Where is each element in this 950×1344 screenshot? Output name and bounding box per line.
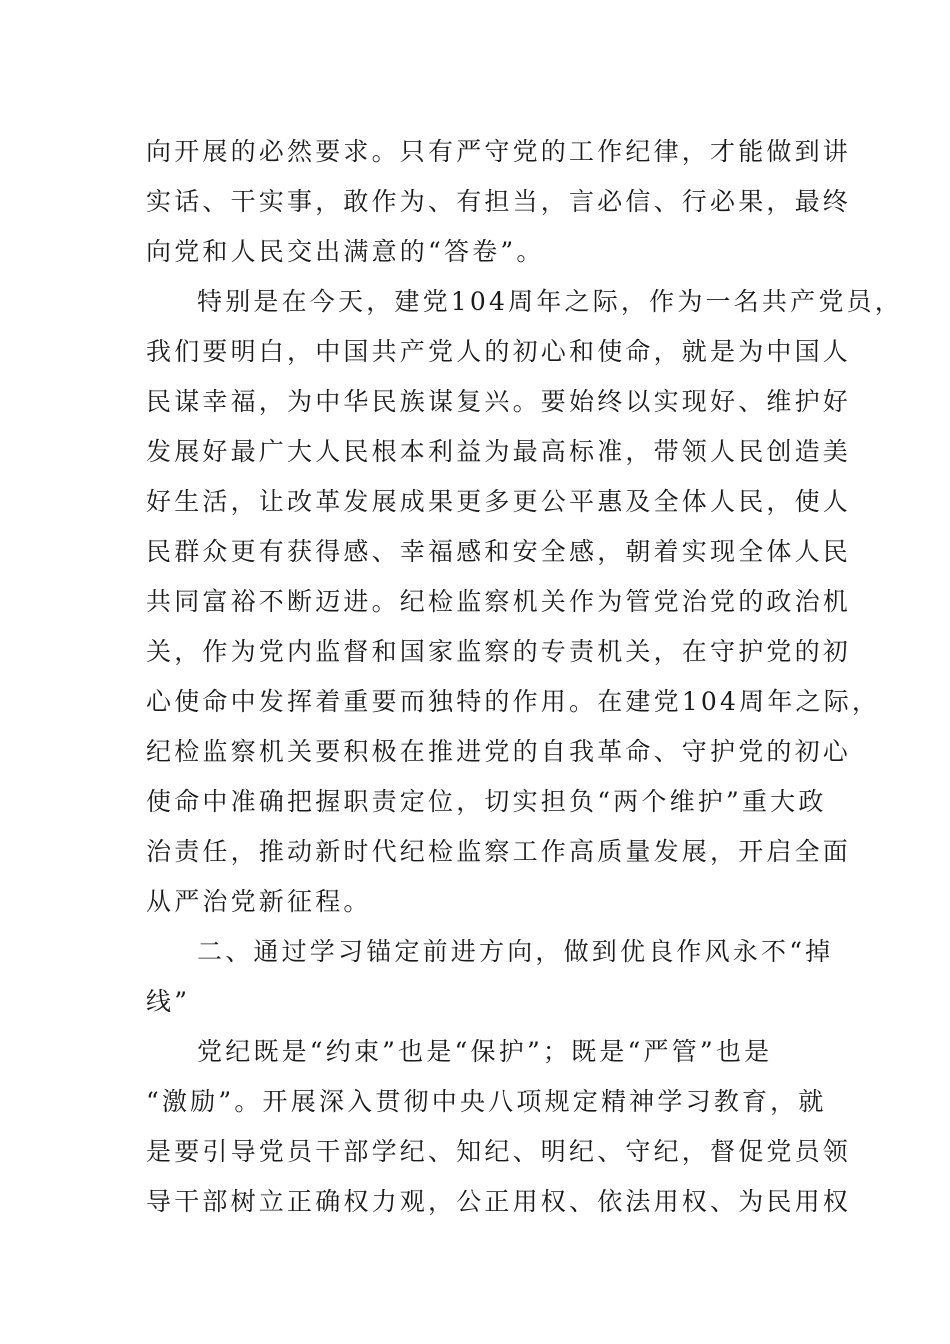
text-line: 纪检监察机关要积极在推进党的自我革命、守护党的初心 (146, 737, 852, 766)
section-heading-line: 二、通过学习锚定前进方向，做到优良作风永不“掉 (197, 937, 834, 966)
document-body (146, 127, 903, 1227)
text-line: 关，作为党内监督和国家监察的专责机关，在守护党的初 (146, 637, 852, 666)
paragraph-start-line: 党纪既是“约束”也是“保护”；既是“严管”也是 (197, 1037, 773, 1066)
paragraph-start-line: 特别是在今天，建党104周年之际，作为一名共产党员， (197, 287, 903, 316)
text-line: “激励”。开展深入贯彻中央八项规定精神学习教育，就 (146, 1087, 827, 1116)
text-line: 民群众更有获得感、幸福感和安全感，朝着实现全体人民 (146, 537, 852, 566)
text-line: 向党和人民交出满意的“答卷”。 (146, 237, 545, 266)
text-line: 是要引导党员干部学纪、知纪、明纪、守纪，督促党员领 (146, 1137, 852, 1166)
text-line: 心使命中发挥着重要而独特的作用。在建党104周年之际， (146, 687, 881, 716)
text-line: 从严治党新征程。 (146, 887, 372, 916)
text-line: 导干部树立正确权力观，公正用权、依法用权、为民用权 (146, 1187, 852, 1216)
section-heading-line: 线” (146, 987, 191, 1016)
text-line: 民谋幸福，为中华民族谋复兴。要始终以实现好、维护好 (146, 387, 852, 416)
text-line: 治责任，推动新时代纪检监察工作高质量发展，开启全面 (146, 837, 852, 866)
text-line: 向开展的必然要求。只有严守党的工作纪律，才能做到讲 (146, 137, 852, 166)
text-line: 好生活，让改革发展成果更多更公平惠及全体人民，使人 (146, 487, 852, 516)
text-line: 我们要明白，中国共产党人的初心和使命，就是为中国人 (146, 337, 852, 366)
text-line: 发展好最广大人民根本利益为最高标准，带领人民创造美 (146, 437, 852, 466)
text-line: 共同富裕不断迈进。纪检监察机关作为管党治党的政治机 (146, 587, 852, 616)
text-line: 使命中准确把握职责定位，切实担负“两个维护”重大政 (146, 787, 827, 816)
text-line: 实话、干实事，敢作为、有担当，言必信、行必果，最终 (146, 187, 852, 216)
